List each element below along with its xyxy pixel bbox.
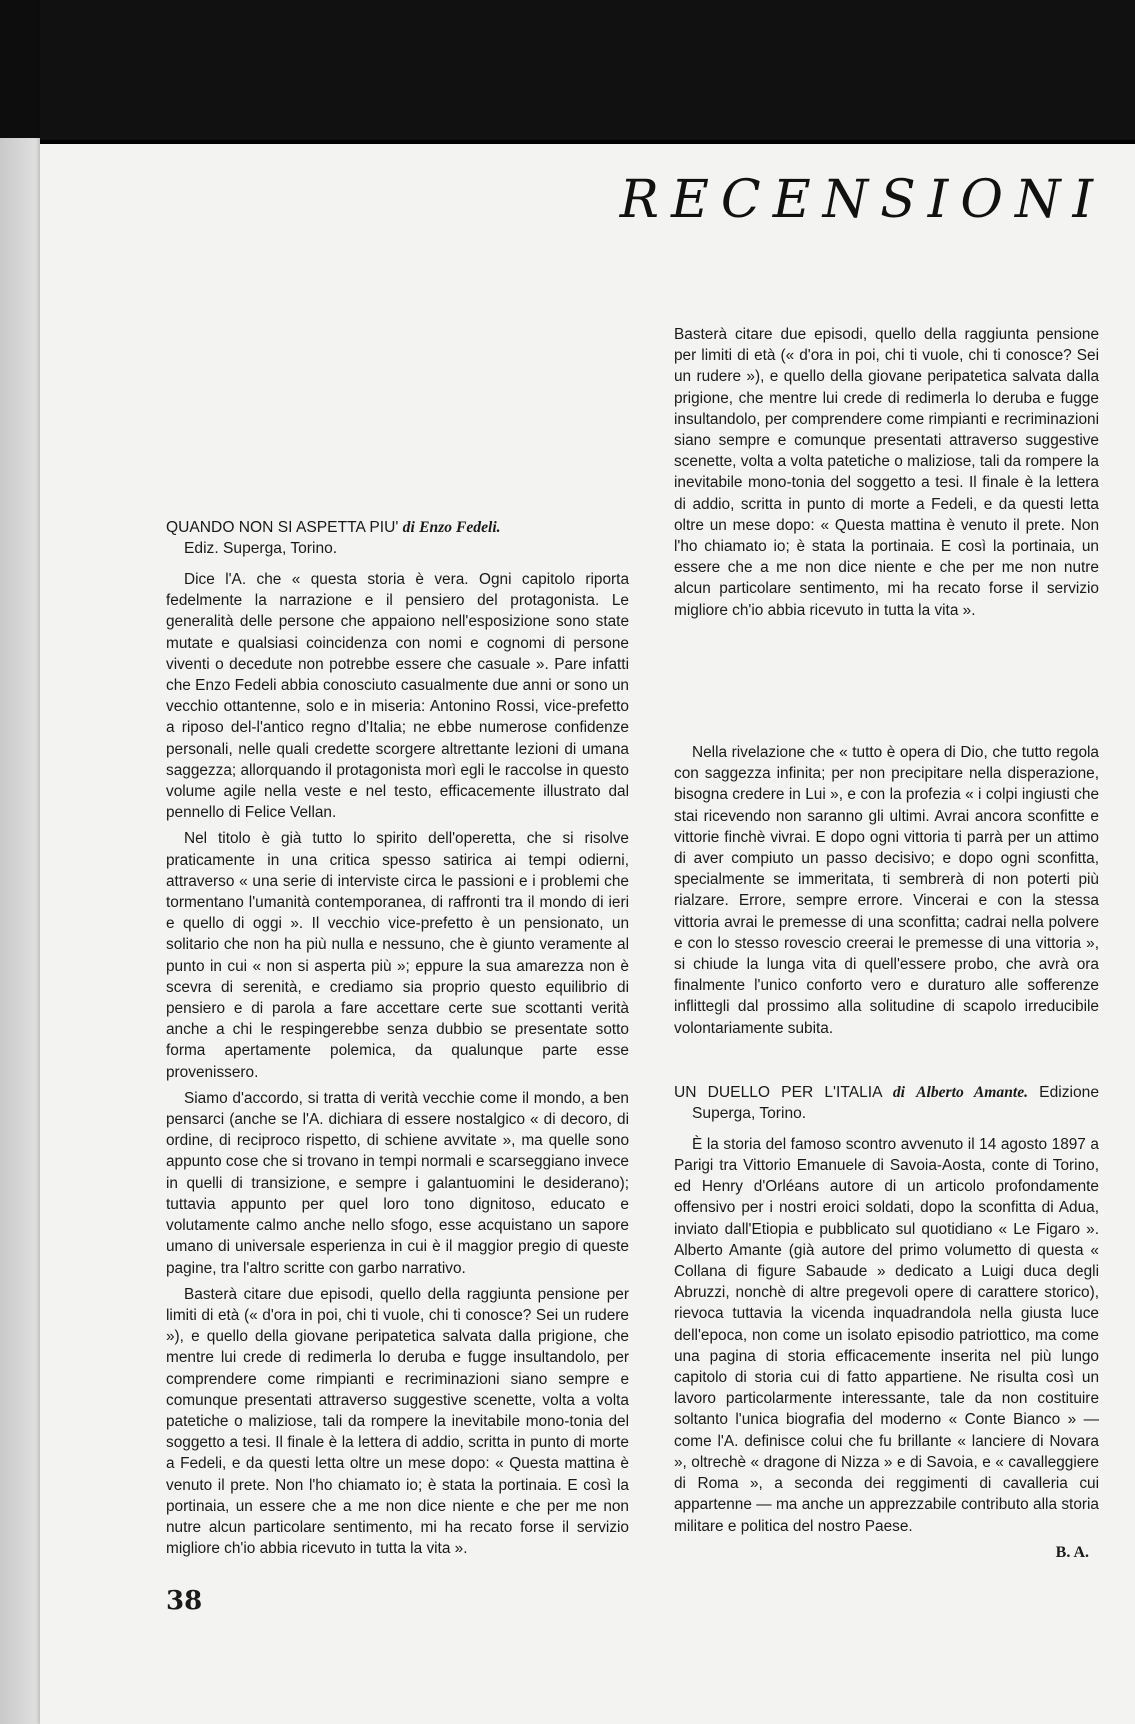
review-2-by: di bbox=[892, 1083, 905, 1101]
review-2-paragraph: È la storia del famoso scontro avvenuto il 14 agosto 1897 a Parigi tra Vittorio Emanuele di Savoia-Aosta, conte di Torino, ed Henry d'Orléans autore di un articolo profondamente offensivo per i nostri eroici soldati, dopo la sconfitta di Adua, inviato dall'Etiopia e pubblicato sul quotidiano « Le Figaro ». Alberto Amante (già autore del primo volumetto di questa « Collana di figure Sabaude » dedicato a Luigi duca degli Abruzzi, nonchè di altre pregevoli opere di carattere storico), rievoca tuttavia la vicenda inquadrandola nella giusta luce dell'epoca, non come un isolato episodio patriottico, ma come una pagina di storia efficacemente inserita nel più lungo capitolo di storia cui di fatto appartiene. Ne risulta così un lavoro particolarmente interessante, tale da non costituire soltanto l'unica biografia del moderno « Conte Bianco » — come l'A. definisce colui che fu brillante « lanciere di Novara », oltrechè « dragone di Nizza » e di Savoia, e « cavalleggiere di Roma », a seconda dei reggimenti di cavalleria cui appartenne — ma anche un apprezzabile contributo alla storia militare e politica del nostro Paese. bbox=[674, 1135, 1099, 1535]
review-1-paragraph: Nella rivelazione che « tutto è opera di Dio, che tutto regola con saggezza infinita; per non precipitare nella disperazione, bisogna credere in Lui », e con la profezia « i colpi ingiusti che stai ricevendo non saranno gli ultimi. Avrai ancora sconfitte e vittorie finchè vivrai. E dopo ogni vittoria ti parrà per un attimo di aver compiuto un passo decisivo; e dopo ogni sconfitta, specialmente se immeritata, ti sembrerà di non poterti più rialzare. Errore, sempre errore. Vincerai e con la stessa vittoria avrai le premesse di una sconfitta; cadrai nella polvere e con lo stesso rovescio creerai le premesse di una vittoria », si chiude la lunga vita di quell'essere probo, che avrà ora finalmente l'unico conforto vero e duraturo alle sofferenze inflittegli dal prossimo alla solitudine di scapolo irreducibile volontariamente subita. bbox=[674, 744, 1099, 1037]
scan-left-edge bbox=[0, 0, 44, 1724]
review-1-author: Enzo Fedeli. bbox=[419, 519, 501, 536]
review-1-paragraph: Nel titolo è già tutto lo spirito dell'operetta, che si risolve praticamente in una critica spesso satirica ai tempi odierni, attraverso « una serie di interviste circa le passioni e i problemi che tormentano l'umanità contemporanea, di raffronti tra il mondo di ieri e quello di oggi ». Il vecchio vice-prefetto è un pensionato, un solitario che non ha più nulla e nessuno, che è giunto veramente al punto in cui « non si asperta più »; eppure la sua amarezza non è scevra di serenità, e crediamo sia proprio questo equilibrio di pensiero e di parola a fare accettare certe sue scottanti verità anche a chi le respingerebbe senza dubbio se presentate sotto forma apertamente polemica, da qualunque parte esse provenissero. bbox=[166, 830, 629, 1081]
review-1-continuation bbox=[674, 326, 1099, 737]
review-2-heading bbox=[674, 1082, 1099, 1124]
review-1-paragraph: Siamo d'accordo, si tratta di verità vecchie come il mondo, a ben pensarci (anche se l'A. dichiara di essere nostalgico « di decoro, di ordine, di reciproco rispetto, di schiene avvitate », ma quelle sono appunto cose che si trovano in tempi normali e scarseggiano invece in quelli di transizione, e sempre i galantuomini le desiderano); tuttavia appunto per quel loro tono dignitoso, educato e volutamente calmo anche nello sfogo, esse acquistano un sapore umano di universale esperienza in cui è il maggior pregio di queste pagine, tra l'altro scritte con garbo narrativo. bbox=[166, 1089, 629, 1277]
review-1-heading bbox=[166, 517, 629, 559]
section-title: RECENSIONI bbox=[619, 170, 1105, 230]
review-2-title: UN DUELLO PER L'ITALIA bbox=[674, 1083, 882, 1101]
review-1-title: QUANDO NON SI ASPETTA PIU' bbox=[166, 519, 399, 536]
review-1-paragraph-split: Basterà citare due episodi, quello della raggiunta pensione per limiti di età (« d'ora in poi, chi ti vuole, chi ti conosce? Sei un rudere »), e quello della giovane peripatetica salvata dalla prigione, che mentre lui crede di redimerla lo deruba e fugge insultandolo, per comprendere come rimpianti e recriminazioni siano sempre e comunque presentati attraverso suggestive scenette, volta a volta patetiche o maliziose, tali da rompere la inevitabile mono-tonia del soggetto a tesi. Il finale è la lettera di addio, scritta in punto di morte a Fedeli, e da questi letta oltre un mese dopo: « Questa mattina è venuto il prete. Non l'ho chiamato io; è stata la portinaia. E così la portinaia, un essere che a me non dice niente e che per me non nutre alcun particolare sentimento, mi ha recato forse il servizio migliore ch'io abbia ricevuto in tutta la vita ». bbox=[166, 1285, 629, 1558]
review-1-by: di bbox=[402, 519, 415, 536]
review-1-paragraph: Dice l'A. che « questa storia è vera. Ogni capitolo riporta fedelmente la narrazione e il pensiero del protagonista. Le generalità delle persone che appaiono nell'esposizione sono state mutate e qualsiasi coincidenza con nomi e cognomi di persone viventi o decedute non potrebbe essere che casuale ». Pare infatti che Enzo Fedeli abbia conosciuto casualmente due anni or sono un vecchio ottantenne, solo e in miseria: Antonino Rossi, vice-prefetto a riposo del-l'antico regno d'Italia; ne ebbe numerose confidenze personali, nelle quali credette scorgere altrettante lezioni di umana saggezza; allorquando il protagonista morì egli le raccolse in questo volume agile nella veste e nel testo, efficacemente illustrato dal pennello di Felice Vellan. bbox=[166, 571, 629, 822]
review-separator bbox=[674, 1044, 1099, 1082]
left-column bbox=[166, 517, 629, 1558]
review-2-author: Alberto Amante. bbox=[916, 1083, 1029, 1101]
review-2-signature: B. A. bbox=[1055, 1543, 1089, 1561]
page-header-band bbox=[40, 0, 1135, 144]
review-1-paragraph-continued: Basterà citare due episodi, quello della raggiunta pensione per limiti di età (« d'ora in poi, chi ti vuole, chi ti conosce? Sei un rudere »), e quello della giovane peripatetica salvata dalla prigione, che mentre lui crede di redimerla lo deruba e fugge insultandolo, per comprendere come rimpianti e recriminazioni siano sempre e comunque presentati attraverso suggestive scenette, volta a volta patetiche o maliziose, tali da rompere la inevitabile mono-tonia del soggetto a tesi. Il finale è la lettera di addio, scritta in punto di morte a Fedeli, e da questi letta oltre un mese dopo: « Questa mattina è venuto il prete. Non l'ho chiamato io; è stata la portinaia. E così la portinaia, un essere che a me non dice niente e che per me non nutre alcun particolare sentimento, mi ha recato forse il servizio migliore ch'io abbia ricevuto in tutta la vita ». bbox=[674, 326, 1099, 619]
review-2-publisher: Edizione Superga, Torino. bbox=[692, 1083, 1099, 1122]
review-1-publisher: Ediz. Superga, Torino. bbox=[184, 540, 338, 557]
page-number: 38 bbox=[166, 1586, 203, 1616]
right-column bbox=[674, 326, 1099, 1563]
